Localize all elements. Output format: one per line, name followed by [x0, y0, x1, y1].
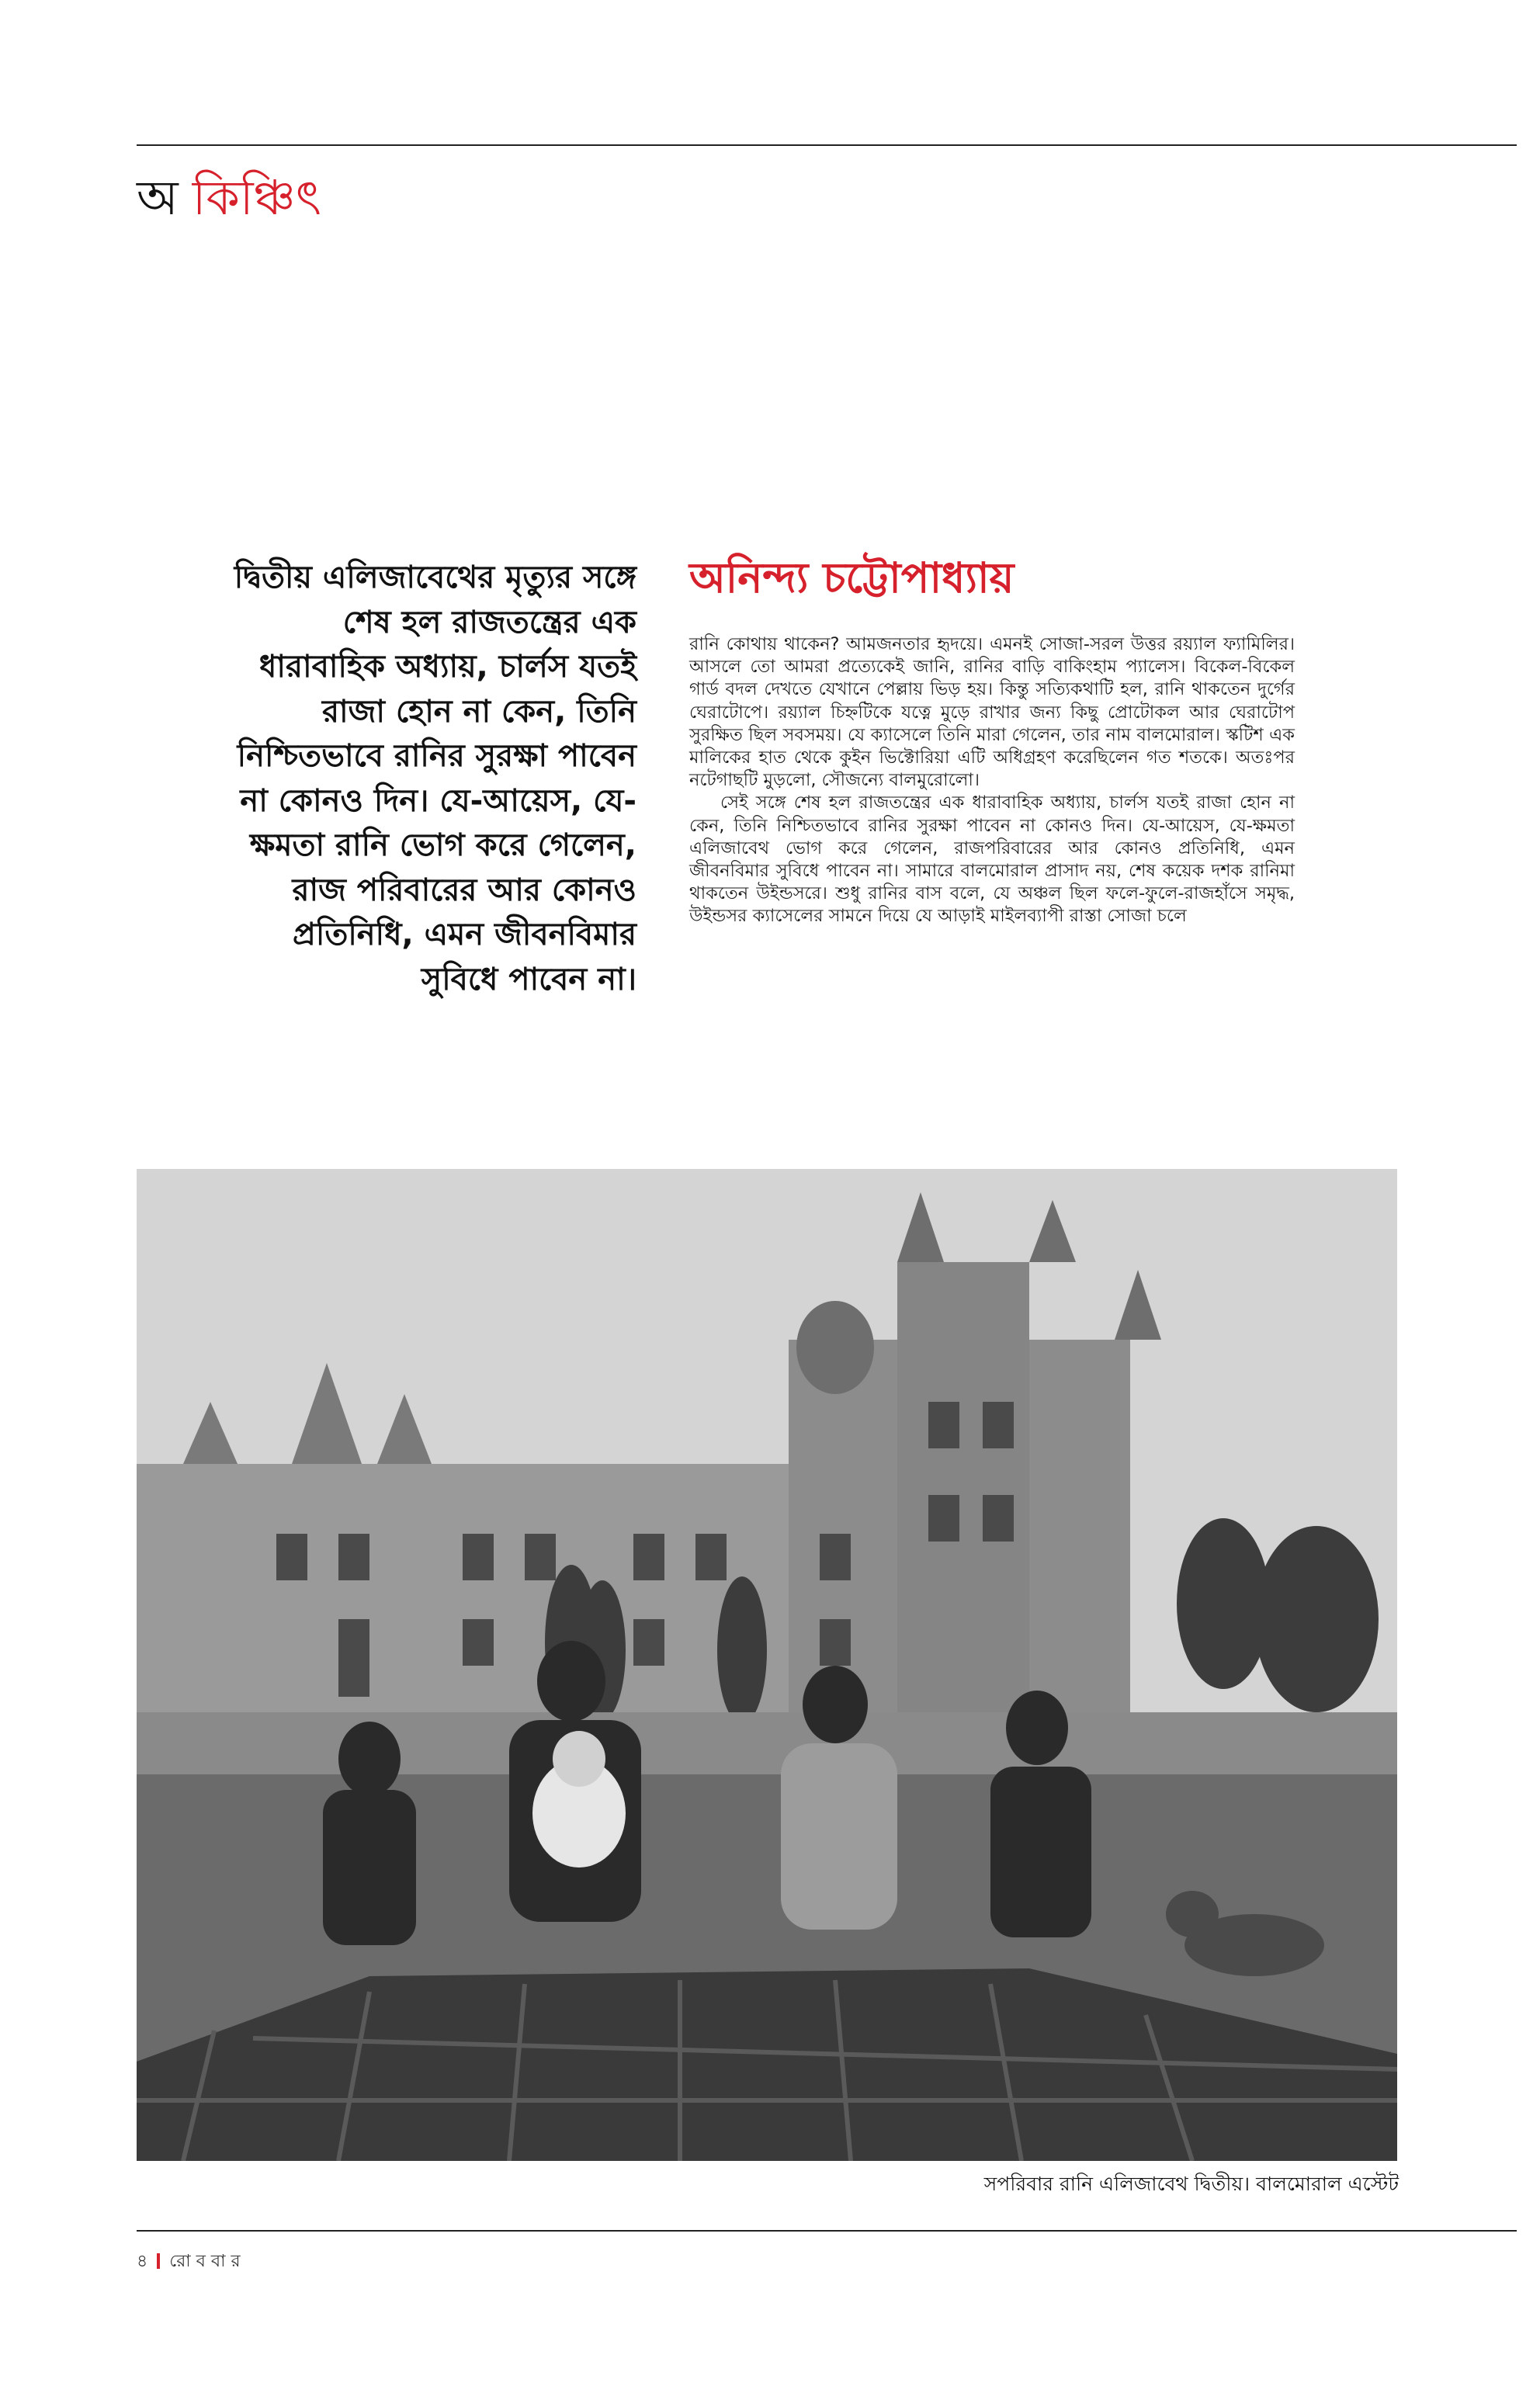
page-number: ৪ — [137, 2252, 148, 2271]
castle-lawn-illustration — [137, 1169, 1397, 2161]
masthead-name: রো ব বা র — [169, 2252, 241, 2271]
pull-quote — [233, 556, 636, 1002]
photo-caption: সপরিবার রানি এলিজাবেথ দ্বিতীয়। বালমোরাল এস্টেট — [983, 2173, 1399, 2195]
body-paragraph: রানি কোথায় থাকেন? আমজনতার হৃদয়ে। এমনই সোজা-সরল উত্তর রয়্যাল ফ্যামিলির। আসলে তো আমরা প্রত্যেকেই জানি, রানির বাড়ি বাকিংহাম প্যালেস। বিকেল-বিকেল গার্ড বদল দেখতে যেখানে পেল্লায় ভিড় হয়। কিন্তু সত্যিকথাটি হল, রানি থাকতেন দুর্গের ঘেরাটোপে। রয়্যাল চিহ্নটিকে যত্নে মুড়ে রাখার জন্য কিছু প্রোটোকল আর ঘেরাটোপ সুরক্ষিত ছিল সবসময়। যে ক্যাসেলে তিনি মারা গেলেন, তার নাম বালমোরাল। স্কটিশ এক মালিকের হাত থেকে কুইন ভিক্টোরিয়া এটি অধিগ্রহণ করেছিলেন গত শতকে। অতঃপর নটেগাছটি মুড়লো, সৌজন্যে বালমুরোলো। — [689, 634, 1295, 791]
article-body — [689, 633, 1295, 928]
section-header — [137, 169, 321, 226]
top-rule — [137, 144, 1517, 146]
bottom-rule — [137, 2230, 1517, 2232]
byline: অনিন্দ্য চট্টোপাধ্যায় — [689, 553, 1015, 602]
body-paragraph: সেই সঙ্গে শেষ হল রাজতন্ত্রের এক ধারাবাহিক অধ্যায়, চার্লস যতই রাজা হোন না কেন, তিনি নিশ্চিতভাবে রানির সুরক্ষা পাবেন না কোনও দিন। যে-আয়েস, যে-ক্ষমতা এলিজাবেথ ভোগ করে গেলেন, রাজপরিবারের আর কোনও প্রতিনিধি, এমন জীবনবিমার সুবিধে পাবেন না। সামারে বালমোরাল প্রাসাদ নয়, শেষ কয়েক দশক রানিমা থাকতেন উইন্ডসরে। শুধু রানির বাস বলে, যে অঞ্চল ছিল ফলে-ফুলে-রাজহাঁসে সমৃদ্ধ, উইন্ডসর ক্যাসেলের সামনে দিয়ে যে আড়াই মাইলব্যাপী রাস্তা সোজা চলে — [689, 792, 1295, 927]
section-name: কিঞ্চিৎ — [192, 169, 321, 226]
family-photo — [137, 1169, 1397, 2161]
section-prefix: অ — [137, 169, 179, 226]
folio-separator — [157, 2253, 160, 2269]
pull-quote-text: দ্বিতীয় এলিজাবেথের মৃত্যুর সঙ্গে শেষ হল রাজতন্ত্রের এক ধারাবাহিক অধ্যায়, চার্লস যতই রাজা হোন না কেন, তিনি নিশ্চিতভাবে রানির সুরক্ষা পাবেন না কোনও দিন। যে-আয়েস, যে-ক্ষমতা রানি ভোগ করে গেলেন, রাজ পরিবারের আর কোনও প্রতিনিধি, এমন জীবনবিমার সুবিধে পাবেন না। — [234, 560, 636, 997]
folio — [137, 2251, 241, 2273]
